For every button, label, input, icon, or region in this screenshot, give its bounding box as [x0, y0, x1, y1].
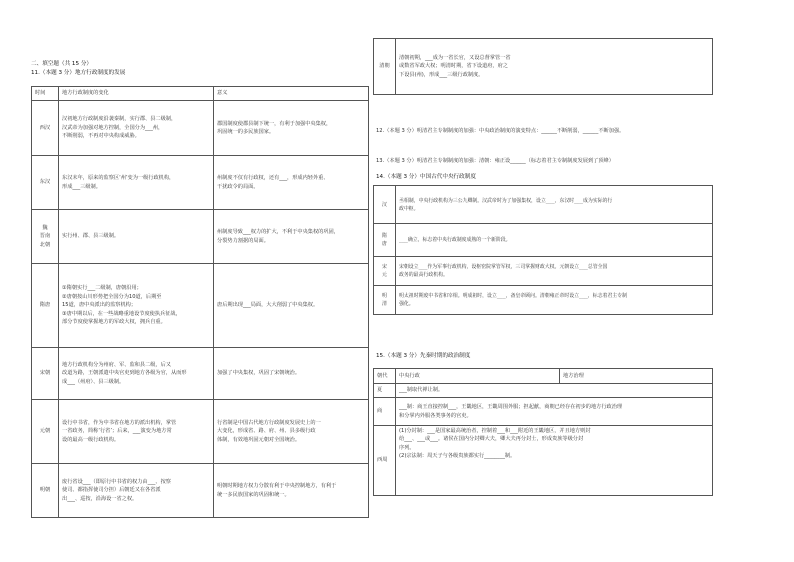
era-cell: 元朝	[32, 400, 59, 464]
content-cell: (1)分封制：___是国家最高统治者，控制着___和___附近的王畿地区，并且地方则封 给___、___或___。诸侯在国内分封卿大夫，卿大夫再分封士，形成贵族等级分封 序列。 (2)宗法制：周天子与各级贵族都实行________制。	[396, 426, 713, 496]
local-admin-table	[31, 86, 369, 518]
table-row	[32, 400, 369, 464]
header-cell: 意义	[214, 87, 369, 101]
header-cell: 朝代	[374, 369, 396, 384]
era-cell: 汉	[374, 186, 396, 224]
preqin-table	[373, 368, 713, 496]
change-cell: 设行中书省，作为中书省在地方的派出机构，掌管 一省政务，简称‘行省’；后来，___演变为地方常 设的最高一级行政机构。	[59, 400, 214, 464]
meaning-cell: 州制度不仅有行政权，还有___，形成内轻外重、 干扰政令的局面。	[214, 156, 369, 210]
table-row	[32, 348, 369, 400]
table-row	[32, 156, 369, 210]
central-admin-table	[373, 185, 713, 315]
era-cell: 西汉	[32, 101, 59, 156]
meaning-cell: 行省制是中国古代地方行政制度发展史上的一 大变化，形成省、路、府、州、县多级行政 体制，有效地巩固元朝对全国统治。	[214, 400, 369, 464]
era-cell: 西周	[374, 426, 396, 496]
table-row	[374, 286, 713, 315]
table-row	[374, 257, 713, 286]
content-cell: ___制：商王直接控制___，王畿地区，王畿周围外服；担起献，商朝已经存在初步的地方行政治理 和分掌内外服各类事务的官吏。	[396, 398, 713, 426]
content-cell: 宋朝设立___作为军事行政机构，设枢密院掌管军权，三司掌握财政大权。元朝设立___总管全国 政务的最高行政机构。	[396, 257, 713, 286]
era-cell: 清朝	[374, 39, 396, 95]
change-cell: 实行州、郡、县三级制。	[59, 210, 214, 264]
era-cell: 宋朝	[32, 348, 59, 400]
meaning-cell: 加强了中央集权，巩固了宋朝统治。	[214, 348, 369, 400]
section-title: 二、填空题（共 15 分）	[31, 61, 93, 67]
table-row	[32, 210, 369, 264]
table-row	[32, 264, 369, 348]
meaning-cell: 州制度导致___权力的扩大，不利于中央集权的巩固， 分裂势力割据的局面。	[214, 210, 369, 264]
era-cell: 隋唐	[32, 264, 59, 348]
header-cell: 地方行政制度的变化	[59, 87, 214, 101]
era-cell: 明朝	[32, 464, 59, 518]
meaning-cell: 唐后期出现___局面，大大削弱了中央集权。	[214, 264, 369, 348]
era-cell: 商	[374, 398, 396, 426]
meaning-cell: 郡国制度使郡县制下统一，有利于加强中央集权， 巩固统一的多民族国家。	[214, 101, 369, 156]
change-cell: 汉初地方行政制度沿袭秦制，实行郡、县二级制， 汉武帝为加强对地方控制，全国分为___州， 不断削弱，不再对中央构成威胁。	[59, 101, 214, 156]
q12-text: 12.（本题 3 分）明清君主专制制度的加强：中央政治制度的演变特点：______不断削弱，______不断加强。	[376, 128, 625, 134]
qing-table	[373, 38, 713, 95]
content-cell: 明太祖时期废中书省和宰相。明成祖时，设立___，备皇帝顾问。清朝雍正帝时设立___，标志着君主专制 强化。	[396, 286, 713, 315]
header-cell: 地方治理	[560, 369, 713, 384]
table-row	[32, 101, 369, 156]
table-row	[32, 464, 369, 518]
content-cell: 丞相制，中央行政机构为三公九卿制。汉武帝时为了加强集权，设立___，东汉时___成为实际的行 政中枢。	[396, 186, 713, 224]
era-cell: 隋 唐	[374, 224, 396, 257]
meaning-cell: 明朝时期地方权力分散有利于中央控制地方，有利于 统一多民族国家的巩固和统一。	[214, 464, 369, 518]
table-row	[374, 224, 713, 257]
q11-title: 11.（本题 3 分）地方行政制度的发展	[31, 70, 126, 76]
header-cell: 中央行政	[396, 369, 560, 384]
change-cell: 地方行政机构分为州府、军、监和县二级，后又 改道为路，王朝派遣中央官吏到地方各级为官，从而形 成___（州府）、县三级制。	[59, 348, 214, 400]
era-cell: 夏	[374, 384, 396, 398]
q15-title: 15.（本题 3 分）先秦时期的政治制度	[376, 353, 471, 359]
change-cell: 东汉末年，原来的监察区‘州’变为一级行政机构， 形成___三级制。	[59, 156, 214, 210]
table-row	[374, 186, 713, 224]
q14-title: 14.（本题 3 分）中国古代中央行政制度	[376, 174, 476, 180]
table-row	[374, 398, 713, 426]
table-row	[374, 39, 713, 95]
content-cell: ___制取代禅让制。	[396, 384, 713, 398]
table-row	[374, 384, 713, 398]
era-cell: 魏 晋南 北朝	[32, 210, 59, 264]
change-cell: ①隋朝实行___二级制，唐朝沿用； ②唐朝按山川形势把全国分为10道，后期至 15道，唐中央派出的监察机构； ③唐中期以后，在一些战略重地设节度使执兵征战， 部分节度使掌握地方的军政大权，拥兵自重。	[59, 264, 214, 348]
era-cell: 宋 元	[374, 257, 396, 286]
content-cell: 清朝初期，___成为一省长官，又设总督掌管一省 或数省军政大权；明清时期，省下设道府，府之 下设县(州)，形成___三级行政制度。	[396, 39, 713, 95]
q13-text: 13.（本题 3 分）明清君主专制制度的加强：清朝：雍正设______（标志着君主专制制度发展到了顶峰）	[376, 158, 614, 164]
content-cell: ___确立，标志着中央行政制度成熟的一个新阶段。	[396, 224, 713, 257]
table-row	[374, 426, 713, 496]
era-cell: 明 清	[374, 286, 396, 315]
header-cell: 时间	[32, 87, 59, 101]
change-cell: 废行省设___（即原行中书省的权力由___、按察 使司、都指挥使司分担）后朝廷又在各省派 出___、巡按，沿海设一省之权。	[59, 464, 214, 518]
era-cell: 东汉	[32, 156, 59, 210]
